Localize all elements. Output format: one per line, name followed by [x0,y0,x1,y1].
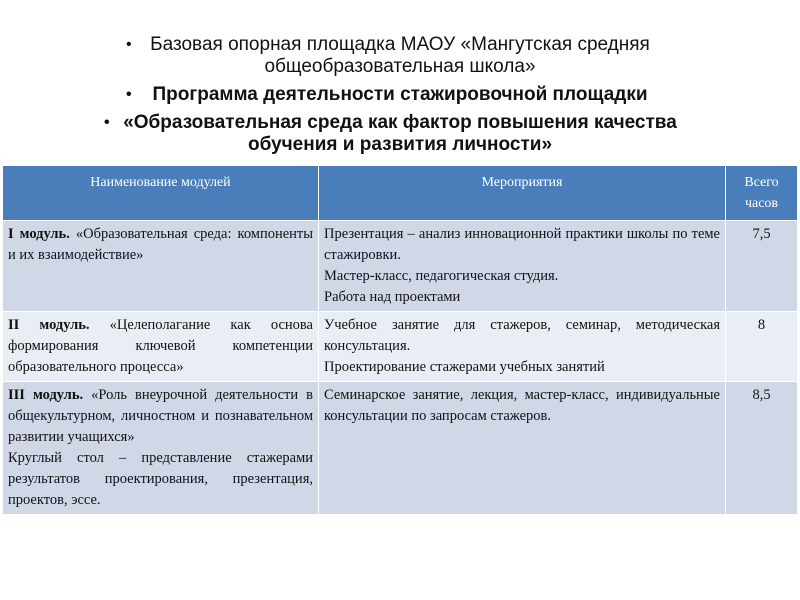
program-table [2,165,798,515]
activities-cell [319,221,726,312]
column-header-hours: Всего часов [726,166,798,221]
column-header-activities: Мероприятия [319,166,726,221]
activity-item: Работа над проектами [324,289,461,305]
table-header-row [3,166,798,221]
hours-cell: 8 [726,312,798,382]
bullet-dot: • [126,86,132,103]
module-cell [3,382,319,515]
activity-item: Презентация – анализ инновационной практики школы по теме стажировки. [324,226,720,263]
hours-cell: 7,5 [726,221,798,312]
table-row [3,312,798,382]
module-cell [3,312,319,382]
activity-item: Учебное занятие для стажеров, семинар, методическая консультация. [324,317,720,354]
module-cell [3,221,319,312]
bullet-school-text: Базовая опорная площадка МАОУ «Мангутская средняя общеобразовательная школа» [150,34,650,77]
table-row [3,221,798,312]
module-label: III модуль. [8,387,84,403]
activities-cell [319,312,726,382]
table-row [3,382,798,515]
bullet-topic-text: «Образовательная среда как фактор повышения качества обучения и развития личности» [123,112,677,155]
module-label: II модуль. [8,317,90,333]
bullet-program [120,84,680,106]
bullet-dot: • [126,36,132,53]
module-title: «Целеполагание как основа формирования ключевой компетенции образовательного процесса» [8,317,313,375]
activity-item: Мастер-класс, педагогическая студия. [324,268,559,284]
module-title: «Образовательная среда: компоненты и их взаимодействие» [8,226,314,263]
bullet-program-text: Программа деятельности стажировочной площадки [152,84,648,105]
bullet-school [0,34,680,78]
module-extra: Круглый стол – представление стажерами результатов проектирования, презентация, проектов, эссе. [8,450,313,508]
header-bullets [0,34,800,162]
module-title: «Роль внеурочной деятельности в общекультурном, личностном и познавательном развитии учащихся» [8,387,313,445]
activity-item: Семинарское занятие, лекция, мастер-класс, индивидуальные консультации по запросам стажеров. [324,387,720,424]
hours-cell: 8,5 [726,382,798,515]
bullet-topic [100,112,700,156]
bullet-dot: • [104,114,110,131]
column-header-modules: Наименование модулей [3,166,319,221]
activity-item: Проектирование стажерами учебных занятий [324,359,605,375]
activities-cell [319,382,726,515]
module-label: I модуль. [8,226,70,242]
